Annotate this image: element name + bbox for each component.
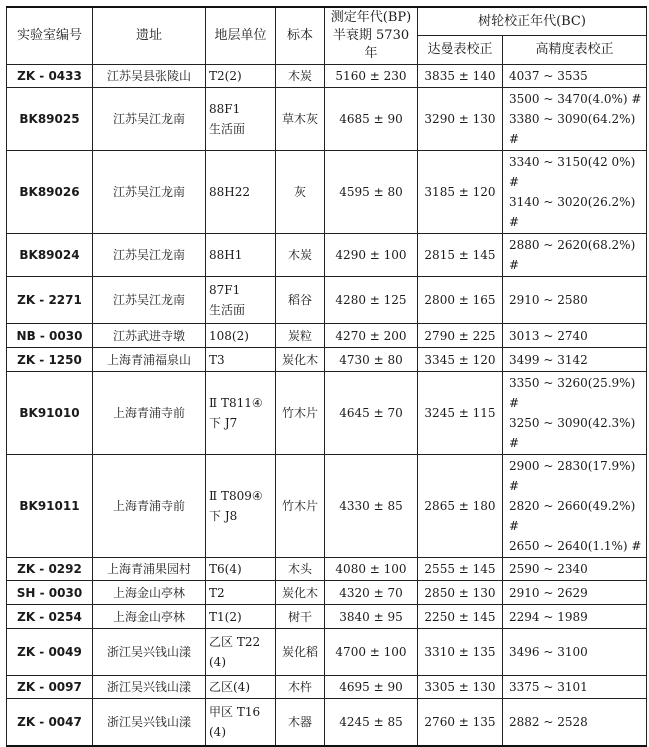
cell-damon: 2250 ± 145 bbox=[418, 605, 503, 629]
table-row bbox=[7, 372, 647, 455]
cell-high-precision bbox=[503, 372, 647, 455]
cell-lab-id: BK89026 bbox=[7, 151, 93, 234]
table-header bbox=[7, 7, 647, 65]
cell-bp-date: 4730 ± 80 bbox=[325, 348, 418, 372]
cell-layer-line: (4) bbox=[209, 724, 226, 739]
table-row bbox=[7, 65, 647, 88]
cell-sample: 木器 bbox=[276, 699, 325, 746]
cell-high-precision-line: 2882 ~ 2528 bbox=[509, 714, 588, 729]
cell-high-precision-line: 3350 ~ 3260(25.9%) # bbox=[509, 376, 636, 410]
cell-high-precision bbox=[503, 605, 647, 629]
cell-bp-date: 4685 ± 90 bbox=[325, 88, 418, 151]
cell-sample: 炭化木 bbox=[276, 348, 325, 372]
cell-high-precision bbox=[503, 151, 647, 234]
cell-damon: 3310 ± 135 bbox=[418, 629, 503, 676]
cell-sample: 灰 bbox=[276, 151, 325, 234]
cell-damon: 2800 ± 165 bbox=[418, 277, 503, 324]
radiocarbon-dates-table bbox=[6, 6, 647, 747]
cell-lab-id: ZK - 1250 bbox=[7, 348, 93, 372]
cell-lab-id: BK91010 bbox=[7, 372, 93, 455]
cell-sample: 木头 bbox=[276, 558, 325, 581]
cell-high-precision bbox=[503, 581, 647, 605]
cell-site: 江苏吴县张陵山 bbox=[93, 65, 206, 88]
cell-high-precision-line: 3375 ~ 3101 bbox=[509, 680, 588, 694]
cell-bp-date: 4595 ± 80 bbox=[325, 151, 418, 234]
cell-site: 上海金山亭林 bbox=[93, 605, 206, 629]
header-damon: 达曼表校正 bbox=[418, 36, 503, 65]
cell-bp-date: 4270 ± 200 bbox=[325, 324, 418, 348]
cell-sample: 木杵 bbox=[276, 676, 325, 699]
cell-layer-line: 下 J7 bbox=[209, 416, 238, 430]
cell-bp-date: 4245 ± 85 bbox=[325, 699, 418, 746]
cell-sample: 树干 bbox=[276, 605, 325, 629]
cell-lab-id: ZK - 0433 bbox=[7, 65, 93, 88]
cell-high-precision bbox=[503, 324, 647, 348]
cell-layer-line: Ⅱ T811④ bbox=[209, 396, 263, 410]
cell-layer bbox=[206, 151, 276, 234]
cell-damon: 3290 ± 130 bbox=[418, 88, 503, 151]
cell-layer bbox=[206, 581, 276, 605]
cell-high-precision-line: 3140 ~ 3020(26.2%) # bbox=[509, 195, 636, 229]
cell-lab-id: NB - 0030 bbox=[7, 324, 93, 348]
cell-layer-line: Ⅱ T809④ bbox=[209, 489, 263, 503]
header-site: 遗址 bbox=[93, 7, 206, 65]
cell-damon: 3305 ± 130 bbox=[418, 676, 503, 699]
cell-high-precision-line: 3499 ~ 3142 bbox=[509, 352, 588, 367]
cell-high-precision bbox=[503, 676, 647, 699]
cell-damon: 3835 ± 140 bbox=[418, 65, 503, 88]
header-calibrated-group: 树轮校正年代(BC) bbox=[418, 7, 647, 36]
cell-high-precision-line: 4037 ~ 3535 bbox=[509, 69, 588, 83]
cell-bp-date: 4280 ± 125 bbox=[325, 277, 418, 324]
cell-layer bbox=[206, 348, 276, 372]
cell-site: 浙江吴兴钱山漾 bbox=[93, 676, 206, 699]
cell-site: 上海青浦寺前 bbox=[93, 455, 206, 558]
header-bp-line1: 测定年代(BP) bbox=[330, 10, 412, 25]
cell-damon: 2760 ± 135 bbox=[418, 699, 503, 746]
header-sample: 标本 bbox=[276, 7, 325, 65]
cell-high-precision-line: 2910 ~ 2580 bbox=[509, 293, 588, 307]
cell-site: 江苏吴江龙南 bbox=[93, 151, 206, 234]
cell-high-precision bbox=[503, 277, 647, 324]
cell-high-precision-line: 3380 ~ 3090(64.2%) # bbox=[509, 112, 636, 146]
cell-lab-id: BK89024 bbox=[7, 234, 93, 277]
cell-sample: 炭化稻 bbox=[276, 629, 325, 676]
cell-bp-date: 4320 ± 70 bbox=[325, 581, 418, 605]
cell-sample: 炭粒 bbox=[276, 324, 325, 348]
cell-damon: 2865 ± 180 bbox=[418, 455, 503, 558]
cell-bp-date: 3840 ± 95 bbox=[325, 605, 418, 629]
cell-layer bbox=[206, 324, 276, 348]
cell-high-precision bbox=[503, 348, 647, 372]
cell-layer bbox=[206, 277, 276, 324]
cell-layer bbox=[206, 629, 276, 676]
cell-layer bbox=[206, 372, 276, 455]
cell-layer-line: 生活面 bbox=[209, 303, 246, 317]
cell-damon: 3245 ± 115 bbox=[418, 372, 503, 455]
cell-lab-id: BK91011 bbox=[7, 455, 93, 558]
cell-lab-id: ZK - 0047 bbox=[7, 699, 93, 746]
cell-layer bbox=[206, 558, 276, 581]
cell-layer-line: 88F1 bbox=[209, 102, 241, 116]
cell-high-precision bbox=[503, 65, 647, 88]
cell-high-precision-line: 3500 ~ 3470(4.0%) # bbox=[509, 92, 642, 106]
cell-layer-line: T3 bbox=[209, 352, 225, 367]
cell-high-precision-line: 3340 ~ 3150(42 0%) # bbox=[509, 155, 636, 189]
cell-lab-id: ZK - 2271 bbox=[7, 277, 93, 324]
cell-layer bbox=[206, 676, 276, 699]
cell-sample: 稻谷 bbox=[276, 277, 325, 324]
cell-high-precision-line: 2590 ~ 2340 bbox=[509, 562, 588, 576]
cell-high-precision-line: 2900 ~ 2830(17.9%) # bbox=[509, 459, 636, 493]
cell-site: 浙江吴兴钱山漾 bbox=[93, 629, 206, 676]
cell-bp-date: 4645 ± 70 bbox=[325, 372, 418, 455]
cell-high-precision-line: 2880 ~ 2620(68.2%) # bbox=[509, 238, 636, 272]
table-row bbox=[7, 234, 647, 277]
table-row bbox=[7, 558, 647, 581]
cell-site: 上海青浦果园村 bbox=[93, 558, 206, 581]
header-layer: 地层单位 bbox=[206, 7, 276, 65]
cell-high-precision-line: 3013 ~ 2740 bbox=[509, 328, 588, 343]
cell-lab-id: ZK - 0292 bbox=[7, 558, 93, 581]
cell-site: 浙江吴兴钱山漾 bbox=[93, 699, 206, 746]
cell-lab-id: ZK - 0254 bbox=[7, 605, 93, 629]
cell-high-precision-line: 2294 ~ 1989 bbox=[509, 609, 588, 624]
cell-high-precision bbox=[503, 88, 647, 151]
cell-sample: 炭化木 bbox=[276, 581, 325, 605]
cell-layer-line: 88H1 bbox=[209, 248, 243, 262]
cell-site: 上海青浦寺前 bbox=[93, 372, 206, 455]
cell-sample: 木炭 bbox=[276, 65, 325, 88]
cell-layer bbox=[206, 455, 276, 558]
cell-site: 江苏武进寺墩 bbox=[93, 324, 206, 348]
cell-high-precision bbox=[503, 699, 647, 746]
cell-sample: 木炭 bbox=[276, 234, 325, 277]
cell-layer bbox=[206, 234, 276, 277]
cell-site: 上海青浦福泉山 bbox=[93, 348, 206, 372]
cell-high-precision bbox=[503, 455, 647, 558]
cell-site: 江苏吴江龙南 bbox=[93, 88, 206, 151]
cell-layer-line: 87F1 bbox=[209, 283, 241, 297]
cell-layer-line: T1(2) bbox=[209, 609, 242, 624]
header-high-precision: 高精度表校正 bbox=[503, 36, 647, 65]
cell-layer bbox=[206, 88, 276, 151]
cell-damon: 2815 ± 145 bbox=[418, 234, 503, 277]
cell-layer-line: 108(2) bbox=[209, 328, 249, 343]
cell-layer-line: T2(2) bbox=[209, 69, 242, 83]
cell-site: 江苏吴江龙南 bbox=[93, 234, 206, 277]
cell-layer bbox=[206, 699, 276, 746]
table-row bbox=[7, 348, 647, 372]
cell-layer-line: (4) bbox=[209, 655, 226, 669]
table-row bbox=[7, 581, 647, 605]
cell-high-precision-line: 2910 ~ 2629 bbox=[509, 585, 588, 600]
cell-high-precision-line: 2820 ~ 2660(49.2%) # bbox=[509, 499, 636, 533]
table-row bbox=[7, 676, 647, 699]
table-body bbox=[7, 65, 647, 746]
cell-layer-line: 生活面 bbox=[209, 122, 246, 136]
cell-bp-date: 4290 ± 100 bbox=[325, 234, 418, 277]
cell-layer-line: 下 J8 bbox=[209, 509, 238, 523]
table-row bbox=[7, 455, 647, 558]
cell-site: 上海金山亭林 bbox=[93, 581, 206, 605]
table-row bbox=[7, 605, 647, 629]
cell-high-precision bbox=[503, 234, 647, 277]
cell-lab-id: ZK - 0049 bbox=[7, 629, 93, 676]
cell-damon: 2850 ± 130 bbox=[418, 581, 503, 605]
table-row bbox=[7, 699, 647, 746]
cell-lab-id: BK89025 bbox=[7, 88, 93, 151]
table-row bbox=[7, 88, 647, 151]
header-bp-line2: 半衰期 5730 年 bbox=[332, 28, 410, 61]
cell-lab-id: SH - 0030 bbox=[7, 581, 93, 605]
cell-bp-date: 4330 ± 85 bbox=[325, 455, 418, 558]
cell-bp-date: 4080 ± 100 bbox=[325, 558, 418, 581]
cell-high-precision bbox=[503, 558, 647, 581]
cell-damon: 3345 ± 120 bbox=[418, 348, 503, 372]
cell-bp-date: 5160 ± 230 bbox=[325, 65, 418, 88]
cell-bp-date: 4700 ± 100 bbox=[325, 629, 418, 676]
table-row bbox=[7, 151, 647, 234]
cell-layer bbox=[206, 65, 276, 88]
table-row bbox=[7, 324, 647, 348]
cell-layer-line: 甲区 T16 bbox=[209, 704, 261, 719]
cell-layer-line: T2 bbox=[209, 585, 225, 600]
cell-layer bbox=[206, 605, 276, 629]
cell-damon: 2555 ± 145 bbox=[418, 558, 503, 581]
cell-high-precision-line: 2650 ~ 2640(1.1%) # bbox=[509, 539, 642, 553]
cell-layer-line: 88H22 bbox=[209, 185, 251, 199]
cell-layer-line: 乙区(4) bbox=[209, 680, 250, 694]
table-row bbox=[7, 277, 647, 324]
cell-lab-id: ZK - 0097 bbox=[7, 676, 93, 699]
table-row bbox=[7, 629, 647, 676]
cell-high-precision bbox=[503, 629, 647, 676]
cell-sample: 草木灰 bbox=[276, 88, 325, 151]
cell-sample: 竹木片 bbox=[276, 372, 325, 455]
cell-layer-line: T6(4) bbox=[209, 562, 242, 576]
cell-sample: 竹木片 bbox=[276, 455, 325, 558]
cell-site: 江苏吴江龙南 bbox=[93, 277, 206, 324]
header-lab-id: 实验室编号 bbox=[7, 7, 93, 65]
header-bp bbox=[325, 7, 418, 65]
cell-bp-date: 4695 ± 90 bbox=[325, 676, 418, 699]
cell-damon: 3185 ± 120 bbox=[418, 151, 503, 234]
cell-high-precision-line: 3496 ~ 3100 bbox=[509, 645, 588, 659]
cell-layer-line: 乙区 T22 bbox=[209, 635, 261, 649]
cell-damon: 2790 ± 225 bbox=[418, 324, 503, 348]
cell-high-precision-line: 3250 ~ 3090(42.3%) # bbox=[509, 416, 636, 450]
